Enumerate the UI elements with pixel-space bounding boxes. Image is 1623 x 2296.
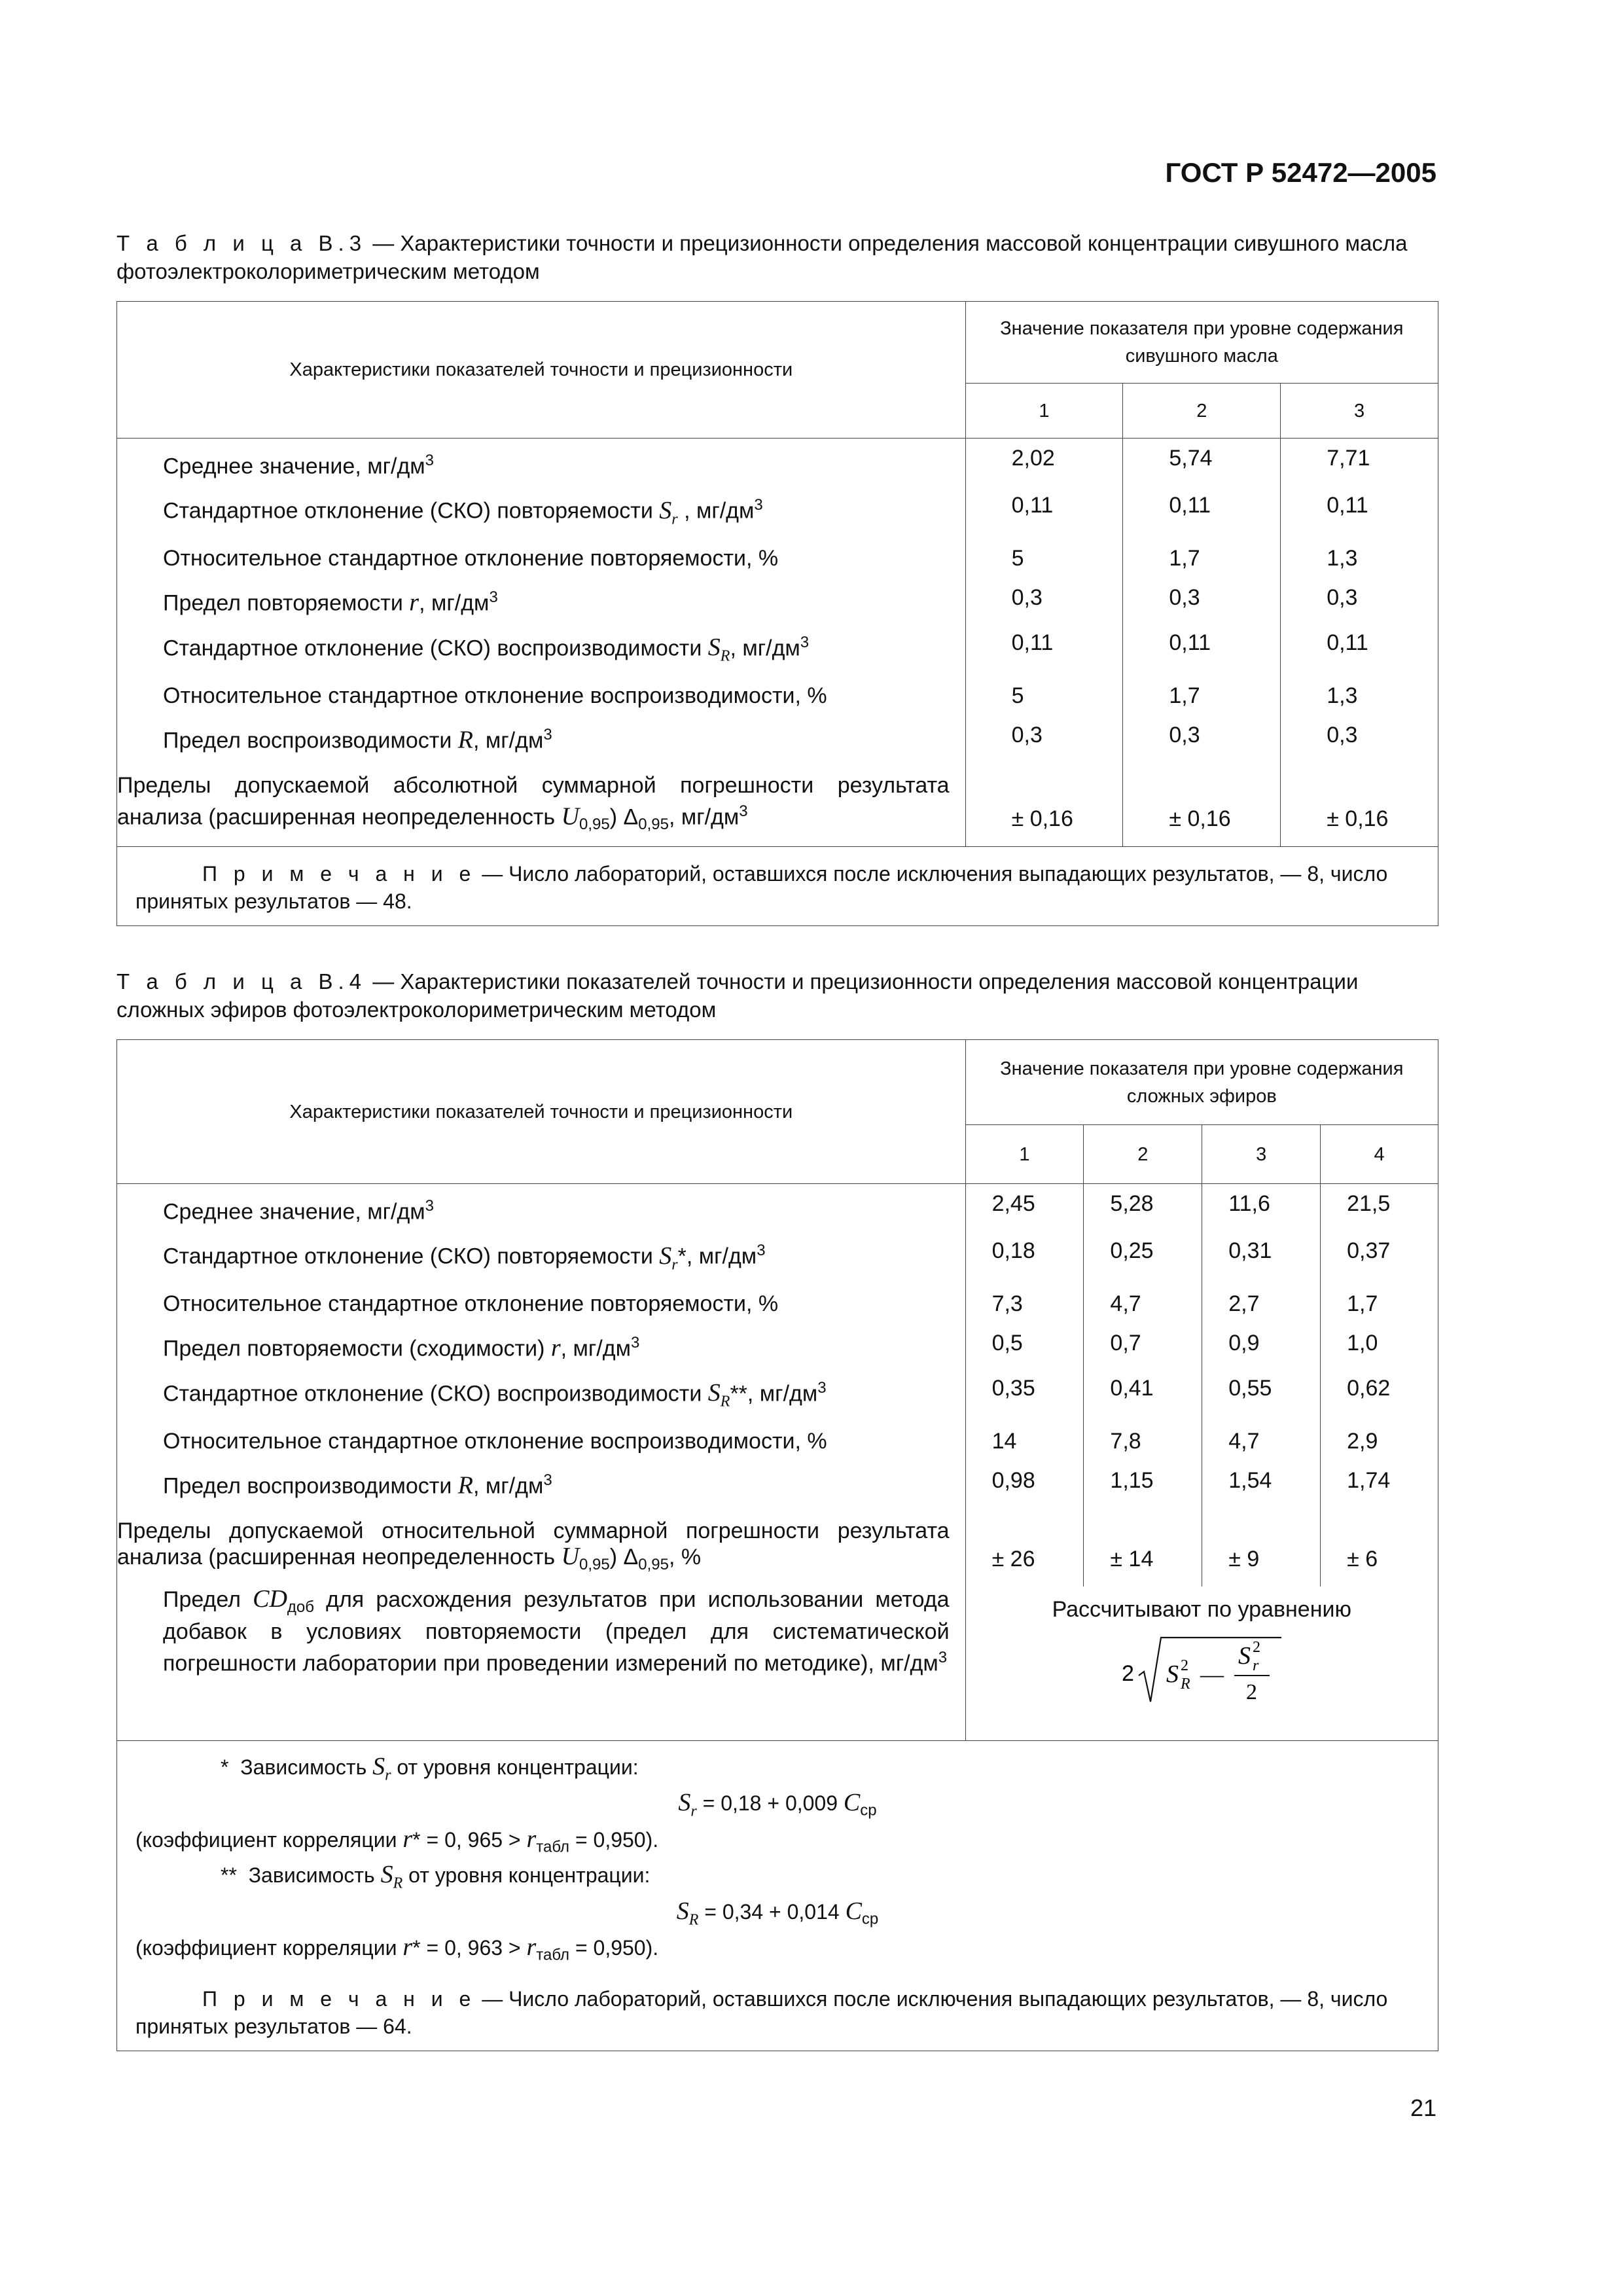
standard-number: ГОСТ Р 52472—2005 <box>1165 157 1436 188</box>
svg-text:r: r <box>1253 1657 1259 1674</box>
value-cell: ± 0,16 <box>1123 760 1281 847</box>
row-label: Относительное стандартное отклонение повторяемости, % <box>117 1284 966 1323</box>
row-label: Среднее значение, $мг/дм^3$ <box>117 1184 966 1232</box>
svg-text:2: 2 <box>1253 1638 1261 1656</box>
value-cell: ± 9 <box>1202 1505 1321 1587</box>
svg-text:—: — <box>1200 1660 1224 1687</box>
value-cell: 1,74 <box>1321 1461 1438 1505</box>
table4-group-header: Значение показателя при уровне содержания сложных эфиров <box>965 1040 1438 1125</box>
value-cell: 7,71 <box>1281 439 1438 486</box>
row-label: Предел повторяемости (сходимости) r, $мг/дм^3$ <box>117 1323 966 1368</box>
value-cell: 0,25 <box>1084 1231 1202 1284</box>
value-cell: 0,3 <box>1123 715 1281 760</box>
table3-caption <box>116 229 1437 285</box>
table4-caption-text: — Характеристики показателей точности и прецизионности определения массовой концентрации сложных эфиров фотоэлектроколориметрическим методом <box>116 969 1359 1022</box>
value-cell: 0,3 <box>1123 578 1281 622</box>
table-row <box>117 1284 1438 1323</box>
table-row <box>117 760 1438 847</box>
value-cell: ± 0,16 <box>1281 760 1438 847</box>
table3-note-text: — Число лабораторий, оставшихся после исключения выпадающих результатов, — 8, число принятых результатов — 48. <box>135 861 1388 913</box>
table4-cd-label: Предел $CD_{доб}$ для расхождения результатов при использовании метода добавок в условиях повторяемости (предел для систематической погрешности лаборатории при проведении измерений по методике), $мг/дм^3$ <box>117 1587 966 1741</box>
table4-cd-formula-cell <box>965 1587 1438 1741</box>
row-label: Среднее значение, $мг/дм^3$ <box>117 439 966 486</box>
table-row <box>117 539 1438 578</box>
value-cell: 0,9 <box>1202 1323 1321 1368</box>
value-cell: 0,5 <box>965 1323 1084 1368</box>
row-label: Относительное стандартное отклонение воспроизводимости, % <box>117 1422 966 1461</box>
row-label: Стандартное отклонение (СКО) воспроизводимости $S_R$, $мг/дм^3$ <box>117 623 966 676</box>
value-cell: 0,11 <box>1123 486 1281 539</box>
value-cell: 7,8 <box>1084 1422 1202 1461</box>
row-label: Стандартное отклонение (СКО) повторяемости $S_r*$, $мг/дм^3$ <box>117 1231 966 1284</box>
value-cell: 1,0 <box>1321 1323 1438 1368</box>
row-label: Относительное стандартное отклонение воспроизводимости, % <box>117 676 966 715</box>
value-cell: 0,18 <box>965 1231 1084 1284</box>
value-cell: 1,54 <box>1202 1461 1321 1505</box>
table3-level-2: 2 <box>1123 384 1281 439</box>
value-cell: 0,35 <box>965 1369 1084 1422</box>
value-cell: 5 <box>965 539 1123 578</box>
value-cell: 4,7 <box>1084 1284 1202 1323</box>
table-row <box>117 1461 1438 1505</box>
table-row <box>117 676 1438 715</box>
table3-note <box>117 846 1438 925</box>
table-row <box>117 578 1438 622</box>
value-cell: 0,3 <box>1281 578 1438 622</box>
table4-caption <box>116 967 1437 1024</box>
footnote-1-title: * Зависимость $S_r$ от уровня концентрации: <box>221 1752 639 1784</box>
row-label: Пределы допускаемой относительной суммарной погрешности результата анализа (расширенная неопределенность $U_{0,95}$) $\Delta_{0,95}$, % <box>117 1505 966 1587</box>
value-cell: 2,45 <box>965 1184 1084 1232</box>
table-row <box>117 1422 1438 1461</box>
footnote-2-title: ** Зависимость $S_R$ от уровня концентрации: <box>221 1861 651 1892</box>
table4 <box>116 1039 1438 2051</box>
value-cell: 4,7 <box>1202 1422 1321 1461</box>
value-cell: 0,7 <box>1084 1323 1202 1368</box>
table-row <box>117 715 1438 760</box>
table-row <box>117 1369 1438 1422</box>
value-cell: 0,11 <box>1281 486 1438 539</box>
table-row <box>117 1505 1438 1587</box>
value-cell: ± 26 <box>965 1505 1084 1587</box>
value-cell: 1,7 <box>1321 1284 1438 1323</box>
table3-column-header: Характеристики показателей точности и прецизионности <box>117 302 966 439</box>
value-cell: 1,7 <box>1123 676 1281 715</box>
value-cell: 5,28 <box>1084 1184 1202 1232</box>
table4-note-prefix: П р и м е ч а н и е <box>202 1986 476 2011</box>
table-row <box>117 1231 1438 1284</box>
table3-level-1: 1 <box>965 384 1123 439</box>
table3-level-3: 3 <box>1281 384 1438 439</box>
table4-level-1: 1 <box>965 1125 1084 1184</box>
table3-group-header: Значение показателя при уровне содержания сивушного масла <box>965 302 1438 384</box>
row-label: Стандартное отклонение (СКО) повторяемости $S_r$ , $мг/дм^3$ <box>117 486 966 539</box>
value-cell: 11,6 <box>1202 1184 1321 1232</box>
value-cell: 0,3 <box>965 578 1123 622</box>
value-cell: 2,7 <box>1202 1284 1321 1323</box>
value-cell: 1,15 <box>1084 1461 1202 1505</box>
value-cell: 0,11 <box>965 623 1123 676</box>
table4-footnotes <box>117 1740 1438 2051</box>
table4-note-text: — Число лабораторий, оставшихся после исключения выпадающих результатов, — 8, число принятых результатов — 64. <box>135 1986 1388 2038</box>
table3-body <box>117 439 1438 847</box>
value-cell: 0,11 <box>965 486 1123 539</box>
table4-level-3: 3 <box>1202 1125 1321 1184</box>
svg-text:2: 2 <box>1246 1679 1258 1704</box>
table4-level-2: 2 <box>1084 1125 1202 1184</box>
value-cell: 1,7 <box>1123 539 1281 578</box>
value-cell: ± 0,16 <box>965 760 1123 847</box>
value-cell: 0,98 <box>965 1461 1084 1505</box>
value-cell: 0,37 <box>1321 1231 1438 1284</box>
row-label: Предел повторяемости r, $мг/дм^3$ <box>117 578 966 622</box>
footnote-2-formula: $S_R = 0,34 + 0,014$ $C_{ср}$ <box>676 1897 879 1929</box>
value-cell: 1,3 <box>1281 676 1438 715</box>
page-number: 21 <box>1410 2094 1436 2121</box>
table-row <box>117 623 1438 676</box>
value-cell: 7,3 <box>965 1284 1084 1323</box>
table4-cd-value: Рассчитывают по уравнению <box>1052 1596 1351 1622</box>
value-cell: 14 <box>965 1422 1084 1461</box>
value-cell: 21,5 <box>1321 1184 1438 1232</box>
row-label: Относительное стандартное отклонение повторяемости, % <box>117 539 966 578</box>
value-cell: 2,02 <box>965 439 1123 486</box>
value-cell: 0,3 <box>965 715 1123 760</box>
table4-note <box>135 1985 1419 2040</box>
table3 <box>116 301 1438 926</box>
table4-column-header: Характеристики показателей точности и прецизионности <box>117 1040 966 1184</box>
table-row <box>117 1184 1438 1232</box>
value-cell: 2,9 <box>1321 1422 1438 1461</box>
value-cell: 0,31 <box>1202 1231 1321 1284</box>
table3-note-prefix: П р и м е ч а н и е <box>202 861 476 886</box>
svg-text:R: R <box>1181 1675 1190 1693</box>
sqrt-formula <box>1110 1630 1293 1715</box>
value-cell: 0,55 <box>1202 1369 1321 1422</box>
table4-level-4: 4 <box>1321 1125 1438 1184</box>
table4-body <box>117 1184 1438 1587</box>
svg-text:2: 2 <box>1122 1660 1135 1686</box>
value-cell: 5,74 <box>1123 439 1281 486</box>
value-cell: 0,11 <box>1123 623 1281 676</box>
svg-text:S: S <box>1238 1641 1251 1670</box>
table4-caption-prefix: Т а б л и ц а В.4 <box>116 969 367 994</box>
footnote-2-correlation: (коэффициент корреляции r* = 0, $963 > r_{табл} = 0,950$). <box>135 1933 659 1964</box>
value-cell: 0,41 <box>1084 1369 1202 1422</box>
value-cell: 0,11 <box>1281 623 1438 676</box>
value-cell: ± 6 <box>1321 1505 1438 1587</box>
svg-text:S: S <box>1166 1660 1179 1688</box>
value-cell: 5 <box>965 676 1123 715</box>
table-row <box>117 486 1438 539</box>
table-row <box>117 439 1438 486</box>
value-cell: ± 14 <box>1084 1505 1202 1587</box>
value-cell: 1,3 <box>1281 539 1438 578</box>
value-cell: 0,62 <box>1321 1369 1438 1422</box>
value-cell: 0,3 <box>1281 715 1438 760</box>
row-label: Пределы допускаемой абсолютной суммарной погрешности результата анализа (расширенная неопределенность $U_{0,95}$) $\Delta_{0,95}$, $мг/дм^3$ <box>117 760 966 847</box>
row-label: Предел воспроизводимости R, $мг/дм^3$ <box>117 715 966 760</box>
footnote-1-correlation: (коэффициент корреляции r* = 0, $965 > r_{табл} = 0,950$). <box>135 1825 659 1856</box>
footnote-1-formula: $S_r = 0,18 + 0,009$ $C_{ср}$ <box>678 1789 877 1820</box>
row-label: Предел воспроизводимости R, $мг/дм^3$ <box>117 1461 966 1505</box>
table3-caption-text: — Характеристики точности и прецизионности определения массовой концентрации сивушного масла фотоэлектроколориметрическим методом <box>116 231 1408 283</box>
table-row <box>117 1323 1438 1368</box>
table3-caption-prefix: Т а б л и ц а В.3 <box>116 231 367 255</box>
row-label: Стандартное отклонение (СКО) воспроизводимости $S_R**$, $мг/дм^3$ <box>117 1369 966 1422</box>
svg-text:2: 2 <box>1181 1657 1189 1674</box>
